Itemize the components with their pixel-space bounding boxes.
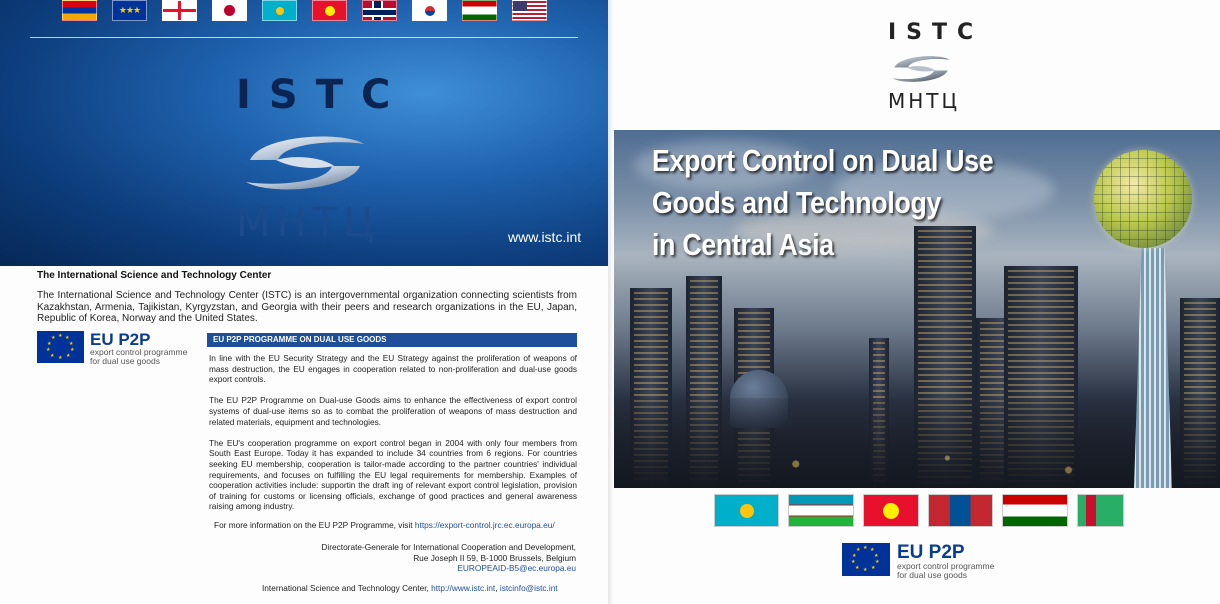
istc-logo-text: ISTC [888,20,984,45]
headline-line-3: in Central Asia [652,227,834,262]
headline-line-1: Export Control on Dual Use [652,143,994,178]
usa-flag-icon [512,0,547,21]
eu-p2p-subtitle-2: for dual use goods [90,356,160,366]
korea-flag-icon [412,0,447,21]
norway-flag-icon [362,0,397,21]
kyrgyzstan-flag-icon [863,494,919,527]
istc-site-link[interactable]: http://www.istc.int [431,583,496,593]
central-asia-flags-row [714,494,1124,527]
brochure-headline [652,140,1048,266]
eu-p2p-subtitle-2: for dual use goods [897,570,967,580]
org-description: The International Science and Technology Center (ISTC) is an intergovernmental organization connecting scientists from Kazakhstan, Armenia, Tajikistan, Kyrgyzstan, and Georgia with their peers and research organizations in the EU, Japan, Republic of Korea, Norway and the United States. [37,290,577,324]
istc-banner [0,0,608,266]
p2p-paragraph: In line with the EU Security Strategy and the EU Strategy against the proliferation of weapons of mass destruction, the EU engages in cooperation related to non-proliferation and dual-use goods export controls. [209,353,577,385]
mhtc-logo-text: МНТЦ [236,200,381,246]
export-control-link[interactable]: https://export-control.jrc.ec.europa.eu/ [414,520,555,530]
eu-flag-icon: ★ ★ ★ ★ ★ ★ ★ ★ ★ ★ [842,543,890,576]
georgia-flag-icon [162,0,197,21]
kazakhstan-flag-icon [714,494,779,527]
eu-p2p-subtitle-1: export control programme [90,347,188,357]
turkmenistan-flag-icon [1077,494,1124,527]
footer-separator: , [495,583,500,593]
p2p-section-header: EU P2P PROGRAMME ON DUAL USE GOODS [207,333,577,347]
footer-contact [262,583,558,593]
eu-flag-icon: ★★★ [112,0,147,21]
europeaid-email-link[interactable]: EUROPEAID-B5@ec.europa.eu [457,563,576,574]
japan-flag-icon [212,0,247,21]
p2p-paragraph: The EU's cooperation programme on export control began in 2004 with only four members from South East Europe. Today it has expanded to include 34 countries from 6 regions. For countries seeking EU membership, cooperation is tailor-made according to the partner countries' individual requirements, and focuses on fulfilling the EU legal requirements for membership. Examples of cooperation activities include: supportin the draft ing of relevant export control legislation, provision of training for customs or licensing officials, exchange of good practices and general awareness raising among industry. [209,437,577,512]
tajikistan-flag-icon [1002,494,1068,527]
mongolia-flag-icon [928,494,993,527]
armenia-flag-icon [62,0,97,21]
address-line-1: Directorate-Generale for International Cooperation and Development, [321,542,576,552]
mhtc-logo-text: МНТЦ [888,89,961,113]
right-page [614,0,1220,604]
eu-p2p-logo [842,543,994,580]
istc-email-link[interactable]: istcinfo@istc.int [499,583,558,593]
tajikistan-flag-icon [462,0,497,21]
org-heading: The International Science and Technology Center [37,270,272,281]
kyrgyzstan-flag-icon [312,0,347,21]
baiterek-sphere-icon [1094,150,1192,248]
headline-line-2: Goods and Technology [652,185,942,220]
banner-divider [30,37,578,38]
eu-p2p-logo [37,331,187,366]
istc-website-url[interactable]: www.istc.int [508,229,582,245]
istc-swoosh-logo-icon [886,53,956,85]
more-info-line [214,520,555,530]
istc-logo-text: ISTC [236,72,409,118]
p2p-paragraph: The EU P2P Programme on Dual-use Goods aims to enhance the effectiveness of export control systems of dual-use items so as to combat the proliferation of weapons of mass destruction and related materials, equipment and technologies. [209,395,577,427]
eu-p2p-title: EU P2P [897,542,965,563]
eu-flag-icon: ★ ★ ★ ★ ★ ★ ★ ★ ★ ★ [37,331,84,363]
kazakhstan-flag-icon [262,0,297,21]
footer-org-name: International Science and Technology Center, [262,583,432,593]
address-line-2: Rue Joseph II 59, B-1000 Brussels, Belgium [413,552,576,563]
left-page [0,0,608,604]
eu-p2p-subtitle-1: export control programme [897,561,995,571]
istc-swoosh-logo-icon [240,130,370,196]
p2p-section-body [209,353,577,523]
member-flags-row [62,0,547,21]
address-block [196,542,576,574]
uzbekistan-flag-icon [788,494,854,527]
more-info-text: For more information on the EU P2P Programme, visit [214,520,415,530]
eu-p2p-title: EU P2P [90,330,151,349]
baiterek-tower-icon [1134,248,1172,488]
